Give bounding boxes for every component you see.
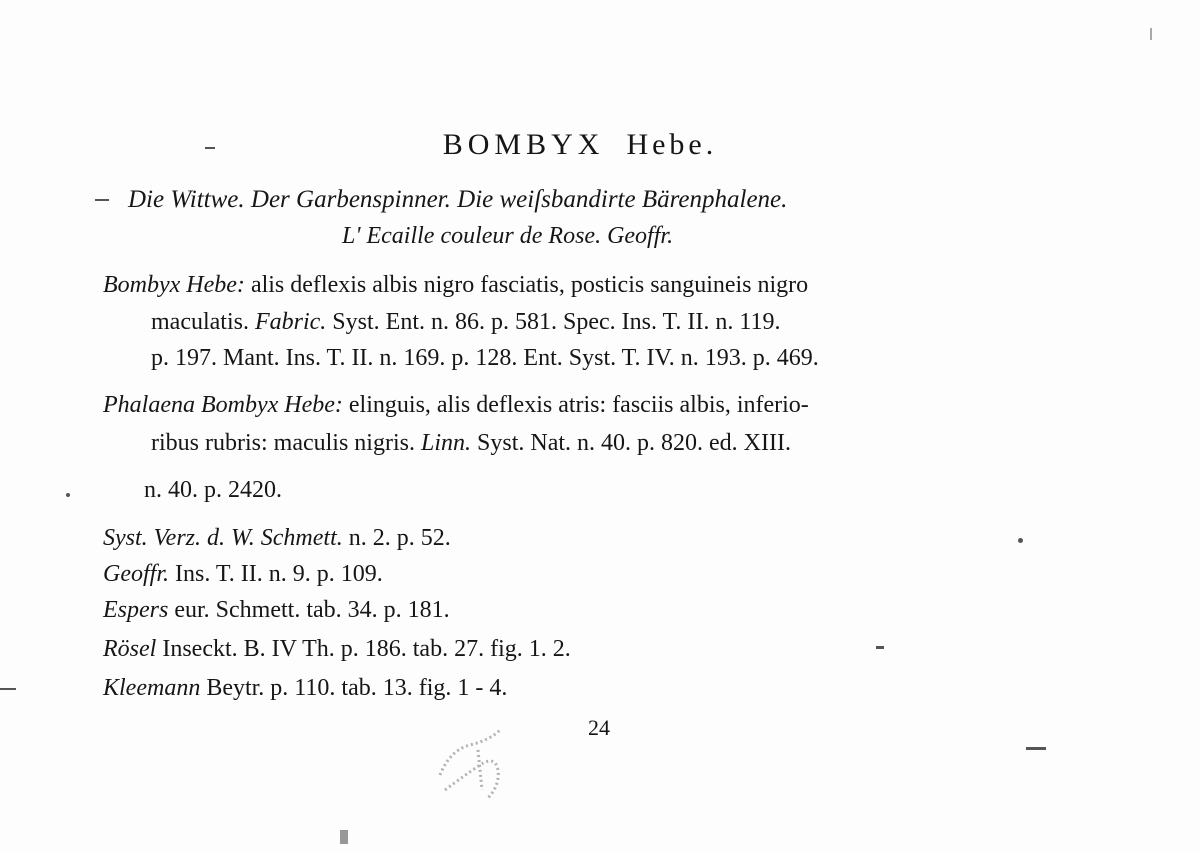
- entry2-line2-ref: Syst. Nat. n. 40. p. 820. ed. XIII.: [477, 430, 791, 456]
- scan-mark: [1018, 538, 1023, 543]
- reference-5: [103, 675, 507, 702]
- reference-3: [103, 597, 450, 624]
- scan-mark: [66, 493, 70, 497]
- reference-4-source: Rösel: [103, 636, 157, 662]
- entry2-line-1: [103, 392, 809, 419]
- reference-2-source: Geoffr.: [103, 561, 169, 587]
- entry2-line-3: n. 40. p. 2420.: [144, 477, 282, 503]
- entry2-line2-text: ribus rubris: maculis nigris.: [151, 430, 415, 456]
- entry1-description: alis deflexis albis nigro fasciatis, posticis sanguineis nigro: [250, 272, 809, 298]
- entry2-author: Linn.: [420, 430, 471, 456]
- scan-mark: [340, 830, 348, 844]
- reference-1-source: Syst. Verz. d. W. Schmett.: [103, 525, 343, 551]
- common-names-line-2: L' Ecaille couleur de Rose. Geoffr.: [342, 223, 674, 249]
- page-number: 24: [588, 715, 610, 740]
- reference-5-detail: Beytr. p. 110. tab. 13. fig. 1 - 4.: [206, 675, 508, 701]
- entry1-author: Fabric.: [254, 309, 327, 335]
- entry2-line-2: [151, 430, 791, 457]
- reference-5-source: Kleemann: [103, 675, 201, 701]
- reference-4: [103, 636, 571, 663]
- common-names-line-1: Die Wittwe. Der Garbenspinner. Die weiſsbandirte Bärenphalene.: [128, 186, 788, 213]
- reference-3-source: Espers: [103, 597, 169, 623]
- entry1-line-3: p. 197. Mant. Ins. T. II. n. 169. p. 128. Ent. Syst. T. IV. n. 193. p. 469.: [151, 345, 819, 371]
- reference-3-detail: eur. Schmett. tab. 34. p. 181.: [174, 597, 450, 623]
- reference-2: [103, 561, 383, 588]
- entry1-line2-ref: Syst. Ent. n. 86. p. 581. Spec. Ins. T. II. n. 119.: [332, 309, 781, 335]
- scan-mark: [1026, 747, 1046, 750]
- reference-4-detail: Inseckt. B. IV Th. p. 186. tab. 27. fig. 1. 2.: [162, 636, 571, 662]
- scan-mark: [205, 147, 215, 149]
- heading-genus: BOMBYX: [442, 128, 605, 161]
- scan-mark: [0, 688, 16, 690]
- reference-2-detail: Ins. T. II. n. 9. p. 109.: [175, 561, 383, 587]
- species-heading: [0, 128, 1180, 162]
- heading-species: Hebe.: [626, 128, 718, 161]
- scan-mark: [1150, 28, 1152, 40]
- reference-1-detail: n. 2. p. 52.: [348, 525, 451, 551]
- scan-mark: [95, 199, 109, 201]
- entry1-line-2: [151, 309, 781, 336]
- entry1-name: Bombyx Hebe:: [103, 272, 245, 298]
- entry1-line-1: [103, 272, 808, 299]
- scan-mark: [876, 646, 884, 649]
- entry2-description: elinguis, alis deflexis atris: fasciis albis, inferio-: [348, 392, 809, 418]
- entry2-name: Phalaena Bombyx Hebe:: [103, 392, 343, 418]
- entry1-line2-text: maculatis.: [151, 309, 249, 335]
- reference-1: [103, 525, 451, 552]
- faded-stamp-icon: [420, 720, 530, 815]
